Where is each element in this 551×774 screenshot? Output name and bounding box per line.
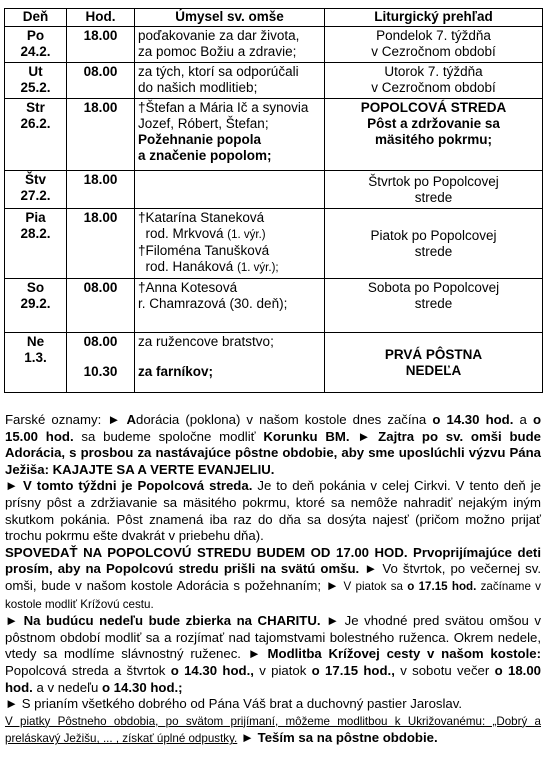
time-first: 08.00 [83,334,118,349]
liturgy-cell: PRVÁ PÔSTNA NEDEĽA [325,333,543,393]
liturgy-cell: Utorok 7. týždňa v Cezročnom období [325,63,543,99]
time-second: 10.30 [83,364,118,379]
intent-line: †Filoména Tanušková [138,243,270,258]
announcement-paragraph: SPOVEDAŤ NA POPOLCOVÚ STREDU BUDEM OD 17.00 HOD. Prvoprijímajúce deti prosím, aby na Popolcovú stredu prišli na svätú omšu. ► Vo štvrtok, po večernej sv. omši, bude v našom kostole Adorácia s požehnaním; ► V piatok sa o 17.15 hod. začíname v kostole modliť Krížovú cestu. [5,544,542,611]
day-cell [5,99,67,171]
table-row [5,333,543,393]
day-name: Po [26,28,45,43]
day-cell [5,63,67,99]
intent-cell [135,333,325,393]
liturgy-cell: Piatok po Popolcovej strede [325,209,543,279]
intent-line: rod. Hanáková (1. výr.); [138,259,279,274]
time-cell: 18.00 [67,27,135,63]
liturgy-cell: Pondelok 7. týždňa v Cezročnom období [325,27,543,63]
intent-cell [135,209,325,279]
day-date: 24.2. [20,44,51,59]
table-row [5,171,543,209]
liturgy-cell: Sobota po Popolcovej strede [325,279,543,333]
time-cell [67,333,135,393]
liturgy-cell: Štvrtok po Popolcovej strede [325,171,543,209]
day-cell [5,209,67,279]
day-name: Pia [25,210,46,225]
day-cell [5,171,67,209]
intent-cell: za tých, ktorí sa odporúčali do našich modlitieb; [135,63,325,99]
announcement-paragraph: Farské oznamy: ► Adorácia (poklona) v našom kostole dnes začína o 14.30 hod. a o 15.00 hod. sa budeme spoločne modliť Korunku BM. ► Zajtra po sv. omši bude Adorácia, s prosbou za nastávajúce pôstne obdobie, aby sme uposlúchli výzvu Pána Ježiša: KAJAJTE SA A VERTE EVANJELIU. [5,412,541,477]
day-date: 28.2. [20,226,51,241]
day-cell [5,279,67,333]
parish-announcements [5,412,541,748]
day-cell [5,333,67,393]
header-hod: Hod. [67,9,135,27]
day-date: 27.2. [20,188,51,203]
announcement-paragraph: ► S prianím všetkého dobrého od Pána Váš brat a duchovný pastier Jaroslav. [5,696,463,712]
day-date: 1.3. [24,350,47,365]
day-name: Štv [24,172,46,187]
table-row [5,279,543,333]
intent-cell: †Anna Kotesová r. Chamrazová (30. deň); [135,279,325,333]
announcement-paragraph: V piatky Pôstneho obdobia, po svätom prijímaní, môžeme modlitbou k Ukrižovanému: „Dobrý a preláskavý Ježišu, ... , získať úplné odpustky. ► Teším sa na pôstne obdobie. [5,714,541,746]
table-row [5,99,543,171]
day-date: 29.2. [20,296,51,311]
intent-cell [135,99,325,171]
intent-cell: poďakovanie za dar života, za pomoc Božiu a zdravie; [135,27,325,63]
day-date: 25.2. [20,80,51,95]
header-umysel: Úmysel sv. omše [135,9,325,27]
intent-bold-text: za farníkov; [138,364,214,379]
announcement-paragraph: ► V tomto týždni je Popolcová streda. Je to deň pokánia v celej Cirkvi. V tento deň je prísny pôst a zdržiavanie sa mäsitého pokrmu, ktoré sa nemôže nahradiť nejakým iným skutkom pokánia. Pôst znamená iba raz do dňa sa dosýta najesť (pričom možno prijať trochu pokrmu ešte dvakrát v priebehu dňa). [5,478,541,544]
time-cell: 18.00 [67,99,135,171]
header-prehlad: Liturgický prehľad [325,9,543,27]
day-name: So [26,280,45,295]
intent-line: rod. Mrkvová (1. výr.) [138,226,266,241]
intent-cell [135,171,325,209]
intent-line: †Katarína Staneková [138,210,265,225]
header-den: Deň [5,9,67,27]
day-date: 26.2. [20,116,51,131]
announcement-paragraph: ► Na budúcu nedeľu bude zbierka na CHARITU. ► Je vhodné pred svätou omšou v pôstnom období modliť sa a rozjímať nad tajomstvami bolestného ruženca. Okrem nedele, vtedy sa modlíme slávnostný ruženec. ► Modlitba Krížovej cesty v našom kostole: Popolcová streda a štvrtok o 14.30 hod., v piatok o 17.15 hod., v sobotu večer o 18.00 hod. a v nedeľu o 14.30 hod.; [5,613,541,695]
time-cell: 08.00 [67,63,135,99]
table-row [5,27,543,63]
table-header-row [5,9,543,27]
table-row [5,209,543,279]
mass-schedule-table [4,8,543,393]
time-cell: 18.00 [67,171,135,209]
time-cell: 08.00 [67,279,135,333]
day-name: Str [26,100,45,115]
liturgy-cell: POPOLCOVÁ STREDA Pôst a zdržovanie sa mäsitého pokrmu; [325,99,543,171]
intent-text: za ružencove bratstvo; [138,334,274,349]
intent-bold-text: Požehnanie popola a značenie popolom; [138,132,272,163]
table-row [5,63,543,99]
time-cell: 18.00 [67,209,135,279]
day-name: Ut [28,64,43,79]
day-name: Ne [26,334,45,349]
day-cell [5,27,67,63]
intent-text: †Štefan a Mária Ič a synovia Jozef, Róbert, Štefan; [138,100,309,131]
